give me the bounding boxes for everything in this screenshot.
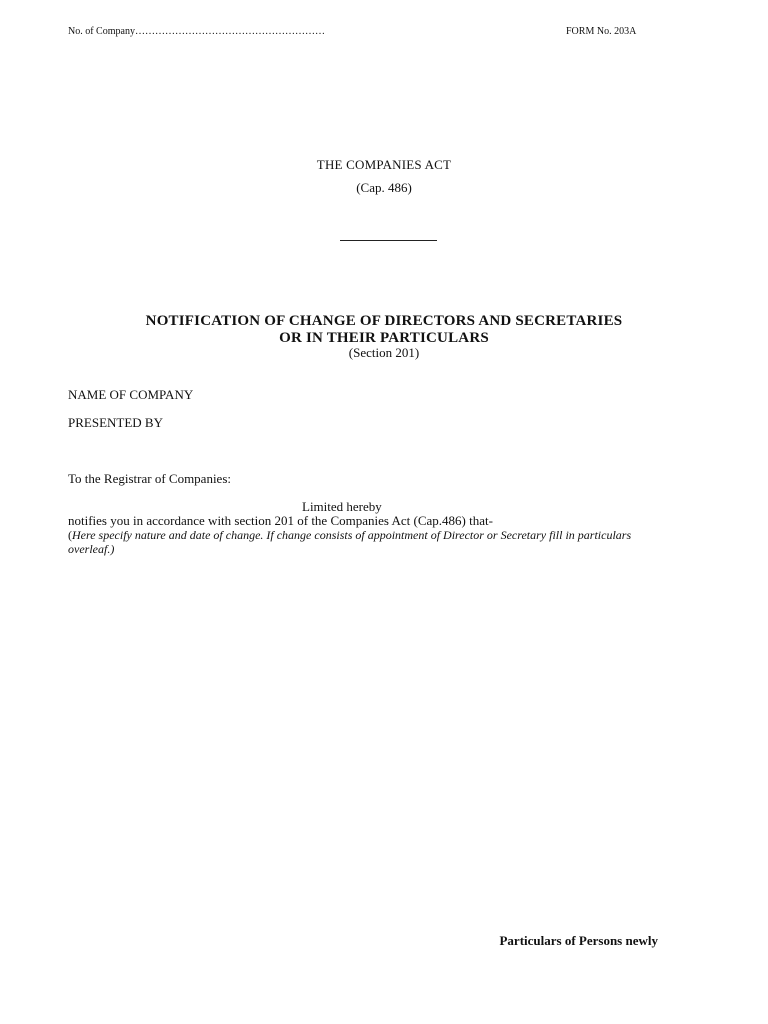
company-number-label: No. of Company………………………………………………… xyxy=(68,26,325,37)
form-number: FORM No. 203A xyxy=(566,26,637,37)
act-title: THE COMPANIES ACT xyxy=(316,157,452,172)
act-cap-reference: (Cap. 486) xyxy=(356,180,412,195)
form-title-line-1: NOTIFICATION OF CHANGE OF DIRECTORS AND SECRETARIES xyxy=(145,313,623,329)
form-section-reference: (Section 201) xyxy=(348,345,420,360)
name-of-company-label: NAME OF COMPANY xyxy=(68,387,194,402)
title-divider xyxy=(340,240,437,241)
registrar-addressee: To the Registrar of Companies: xyxy=(68,471,232,486)
change-instruction xyxy=(68,528,668,556)
form-title xyxy=(0,313,768,347)
limited-hereby-text: Limited hereby xyxy=(302,499,382,514)
form-title-line-2: OR IN THEIR PARTICULARS xyxy=(279,330,489,346)
presented-by-label: PRESENTED BY xyxy=(68,415,163,430)
particulars-heading: Particulars of Persons newly xyxy=(499,933,658,948)
instruction-text: Here specify nature and date of change. If change consists of appointment of Director or Secretary fill in particulars overleaf.) xyxy=(68,528,632,556)
instruction-open-paren: ( xyxy=(68,528,72,542)
notification-statement: notifies you in accordance with section 201 of the Companies Act (Cap.486) that- xyxy=(68,513,493,528)
